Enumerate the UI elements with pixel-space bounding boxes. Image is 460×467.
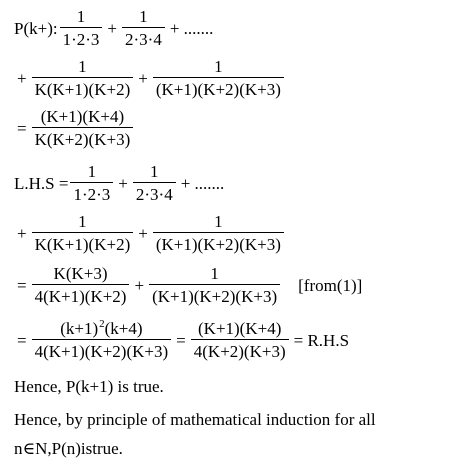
denominator: (K+1)(K+2)(K+3) (155, 235, 281, 254)
lead-operator: = (17, 118, 27, 138)
denominator: K(K+1)(K+2) (34, 80, 131, 99)
numerator: 1 (214, 57, 223, 76)
conclusion-line-1: Hence, P(k+1) is true. (14, 377, 164, 396)
numerator: 1 (210, 264, 219, 283)
fraction (153, 213, 284, 253)
fraction (60, 8, 103, 48)
eq-line-3 (14, 108, 135, 148)
fraction (133, 163, 176, 203)
numerator: 1 (150, 162, 159, 181)
lhs-label: P(k+): (14, 18, 58, 38)
numerator: (K+1)(K+4) (40, 107, 125, 126)
plus-sign: + (134, 275, 145, 295)
series-tail: + ....... (180, 173, 225, 193)
fraction (149, 265, 280, 305)
denominator: K(K+2)(K+3) (34, 130, 131, 149)
numerator: 1 (78, 57, 87, 76)
plus-sign: + (138, 68, 148, 88)
numerator: 1 (139, 7, 148, 26)
lhs-label: L.H.S = (14, 173, 69, 193)
eq-line-7 (14, 320, 352, 360)
denominator: 2·3·4 (125, 30, 162, 49)
eq-line-5 (14, 213, 286, 253)
fraction (122, 8, 165, 48)
fraction (153, 58, 284, 98)
eq-line-2 (14, 58, 286, 98)
lead-operator: = (17, 330, 27, 350)
denominator: (K+1)(K+2)(K+3) (155, 80, 281, 99)
eq-line-4 (14, 163, 227, 203)
denominator: 4(K+2)(K+3) (193, 342, 286, 361)
equals-sign: = (176, 330, 186, 350)
denominator: 4(K+1)(K+2) (34, 287, 127, 306)
eq-line-6 (14, 265, 362, 305)
fraction (32, 213, 134, 253)
denominator: (K+1)(K+2)(K+3) (152, 287, 278, 306)
fraction (32, 265, 130, 305)
fraction (70, 163, 113, 203)
denominator: 1·2·3 (73, 185, 111, 204)
fraction (32, 58, 134, 98)
fraction (32, 320, 172, 360)
eq-line-1 (14, 8, 216, 48)
conclusion-line-3: n∈N,P(n)istrue. (14, 439, 123, 458)
lead-operator: = (17, 275, 27, 295)
numerator: 1 (78, 212, 87, 231)
conclusion-line-2: Hence, by principle of mathematical induction for all (14, 410, 376, 429)
numerator: (K+1)(K+4) (198, 319, 282, 338)
plus-sign: + (118, 173, 128, 193)
numerator: 1 (87, 162, 97, 181)
numerator: 1 (214, 212, 223, 231)
reference-note: [from(1)] (298, 275, 363, 295)
fraction (32, 108, 134, 148)
rhs-label: = R.H.S (293, 330, 350, 350)
denominator: 2·3·4 (135, 185, 173, 204)
numerator: K(K+3) (53, 264, 108, 283)
series-tail: + ....... (169, 18, 214, 38)
exponent: 2 (99, 318, 105, 330)
plus-sign: + (107, 18, 118, 38)
lead-operator: + (17, 68, 27, 88)
lead-operator: + (17, 223, 27, 243)
denominator: 4(K+1)(K+2)(K+3) (34, 342, 169, 361)
denominator: 1·2·3 (62, 30, 100, 49)
denominator: K(K+1)(K+2) (34, 235, 131, 254)
plus-sign: + (138, 223, 148, 243)
fraction (191, 320, 289, 360)
numerator: 1 (76, 7, 86, 26)
numerator: $(k+1)^2(k+4)$ (60, 318, 143, 338)
